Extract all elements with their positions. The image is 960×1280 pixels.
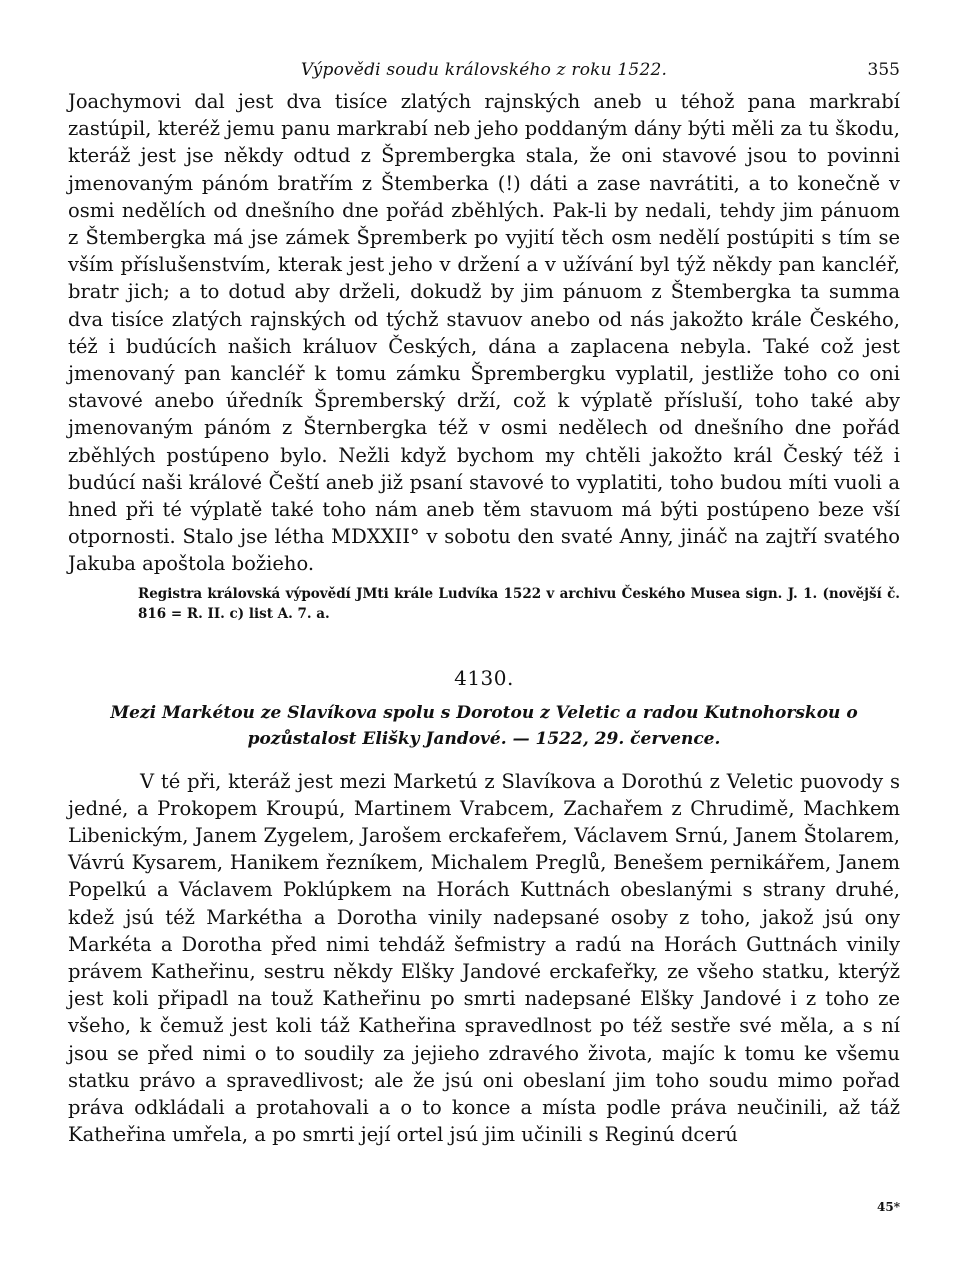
page-number: 355 xyxy=(867,60,900,80)
document-number: 4130. xyxy=(454,665,514,690)
source-note: Registra královská výpovědí JMti krále Ludvíka 1522 v archivu Českého Musea sign. J. 1. (novější č. 816 = R. II. c) list A. 7. a. xyxy=(138,585,900,622)
document-page xyxy=(68,60,900,1149)
running-head xyxy=(68,60,900,88)
document-heading: Mezi Markétou ze Slavíkova spolu s Dorotou z Veletic a radou Kutnohorskou o pozůstalost Elišky Jandové. — 1522, 29. července. xyxy=(110,702,858,749)
document-paragraph: V té při, kteráž jest mezi Marketú z Slavíkova a Dorothú z Veletic puovody s jedné, a Prokopem Kroupú, Martinem Vrabcem, Zachařem z Chrudimě, Machkem Libenickým, Janem Zygelem, Jarošem erckafeřem, Václavem Srnú, Janem Štolarem, Vávrú Kysarem, Hanikem řezníkem, Michalem Preglů, Benešem pernikářem, Janem Popelkú a Václavem Poklúpkem na Horách Kuttnách obeslanými s strany druhé, kdež jsú též Markétha a Dorotha vinily nadepsané osoby z toho, jakož jsú ony Markéta a Dorotha před nimi tehdáž šefmistry a radú na Horách Guttnách vinily právem Katheřinu, sestru někdy Elšky Jandové erckafeřky, ze všeho statku, kterýž jest koli připadl na touž Katheřinu po smrti nadepsané Elšky Jandové i z toho ze všeho, k čemuž jest koli táž Katheřina spravedlnost po též sestře své měla, a s ní jsou se před nimi o to soudily za jejieho zdravého života, majíc k tomu ke všemu statku právo a spravedlivost; ale že jsú oni obeslaní jim toho soudu mimo pořad práva odkládali a protahovali a o to konce a místa podle práva neučinili, až táž Katheřina umřela, a po smrti její ortel jsú jim učinili s Reginú dcerú xyxy=(68,769,900,1147)
continued-paragraph: Joachymovi dal jest dva tisíce zlatých rajnských aneb u téhož pana markrabí zastúpil, kteréž jemu panu markrabí neb jeho poddaným dány býti měli za tu škodu, kteráž jest jse někdy odtud z Šprembergka stala, že oni stavové jsou to povinni jmenovaným pánóm bratřím z Štemberka (!) dáti a zase navrátiti, a to konečně v osmi nedělích od dnešního dne pořád zběhlých. Pak-li by nedali, tehdy jim pánuom z Štembergka má jse zámek Špremberk po vyjití těch osm nedělí postúpiti s tím se vším příslušenstvím, kterak jest jeho v držení a v užívání byl týž někdy pan kancléř, bratr jich; a to dotud aby drželi, dokudž by jim pánuom z Štembergka ta summa dva tisíce zlatých rajnských od týchž stavuov anebo od nás jakožto krále Českého, též i budúcích našich králuov Českých, dána a zaplacena nebyla. Také což jest jmenovaný pan kancléř k tomu zámku Šprembergku vyplatil, jestliže toho co oni stavové anebo úředník Špremberský drží, což k výplatě přísluší, toho také aby jmenovaným pánóm z Šternbergka též v osmi nedělech od dnešního dne pořád zběhlých postúpeno bylo. Nežli když bychom my chtěli jakožto král Český též i budúcí naši králové Čeští aneb již psaní stavové to vyplatiti, toho budou míti vuoli a hned při té výplatě také toho nám aneb těm stavuom má býti postúpeno beze vší otpornosti. Stalo jse létha MDXXII° v sobotu den svaté Anny, jináč na zajtří svatého Jakuba apoštola božieho. xyxy=(68,90,900,576)
signature-mark: 45* xyxy=(877,1200,900,1214)
running-head-title: Výpovědi soudu královského z roku 1522. xyxy=(300,60,668,80)
